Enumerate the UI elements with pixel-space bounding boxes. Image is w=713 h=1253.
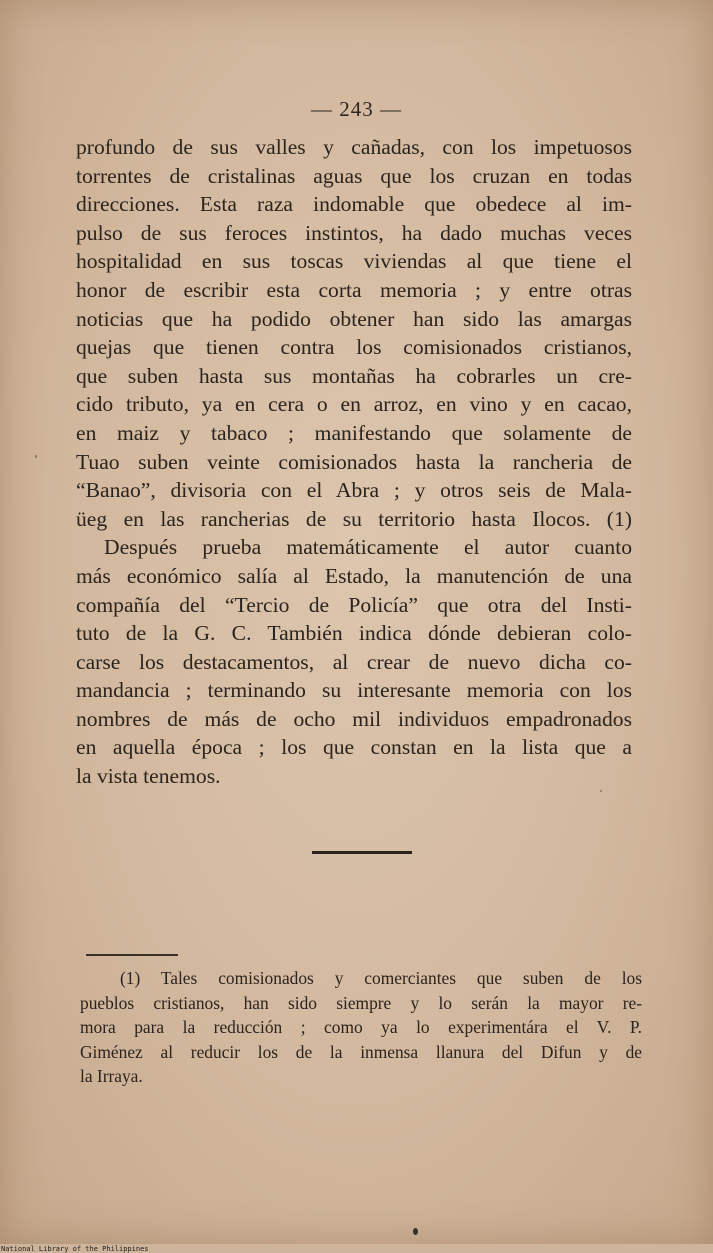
body-line: en aquella época ; los que constan en la lista que a [76,735,632,760]
body-line: cido tributo, ya en cera o en arroz, en vino y en cacao, [76,392,632,417]
body-line: compañía del “Tercio de Policía” que otra del Insti- [76,592,632,617]
body-line: pulso de sus feroces instintos, ha dado muchas veces [76,220,632,245]
body-line: tuto de la G. C. También indica dónde debieran colo- [76,621,632,646]
footnote-line: pueblos cristianos, han sido siempre y lo serán la mayor re- [80,992,642,1013]
body-line: más económico salía al Estado, la manutención de una [76,563,632,588]
body-line: noticias que ha podido obtener han sido las amargas [76,306,632,331]
body-line: honor de escribir esta corta memoria ; y entre otras [76,277,632,302]
body-line: Después prueba matemáticamente el autor cuanto [104,535,632,560]
ink-speck [35,455,37,458]
body-line: üeg en las rancherias de su territorio hasta Ilocos. (1) [76,506,632,531]
body-line: en maiz y tabaco ; manifestando que solamente de [76,420,632,445]
body-line: la vista tenemos. [76,764,221,789]
page-number: — 243 — [311,97,402,121]
body-line: profundo de sus valles y cañadas, con los impetuosos [76,135,632,159]
footnote-line: Giménez al reducir los de la inmensa llanura del Difun y de [80,1041,642,1062]
footnote-line: (1) Tales comisionados y comerciantes que suben de los [120,968,642,988]
body-line: direcciones. Esta raza indomable que obedece al im- [76,192,632,217]
body-line: mandancia ; terminando su interesante memoria con los [76,678,632,703]
footnote-line: mora para la reducción ; como ya lo experimentára el V. P. [80,1017,642,1037]
library-watermark-label: National Library of the Philippines [1,1245,149,1253]
body-line: “Banao”, divisoria con el Abra ; y otros seis de Mala- [76,478,632,503]
ink-speck [413,1228,418,1235]
body-line: que suben hasta sus montañas ha cobrarles un cre- [76,363,632,388]
footnote [80,966,642,1089]
footnote-divider [86,954,178,956]
body-line: hospitalidad en sus toscas viviendas al que tiene el [76,249,632,274]
ink-speck [600,790,602,792]
body-line: quejas que tienen contra los comisionados cristianos, [76,335,632,360]
body-line: carse los destacamentos, al crear de nuevo dicha co- [76,649,632,674]
body-line: Tuao suben veinte comisionados hasta la rancheria de [76,449,632,474]
body-line: nombres de más de ocho mil individuos empadronados [76,706,632,731]
footnote-line: la Irraya. [80,1066,143,1086]
body-text [76,133,632,791]
section-divider [312,851,412,854]
body-line: torrentes de cristalinas aguas que los cruzan en todas [76,163,632,188]
